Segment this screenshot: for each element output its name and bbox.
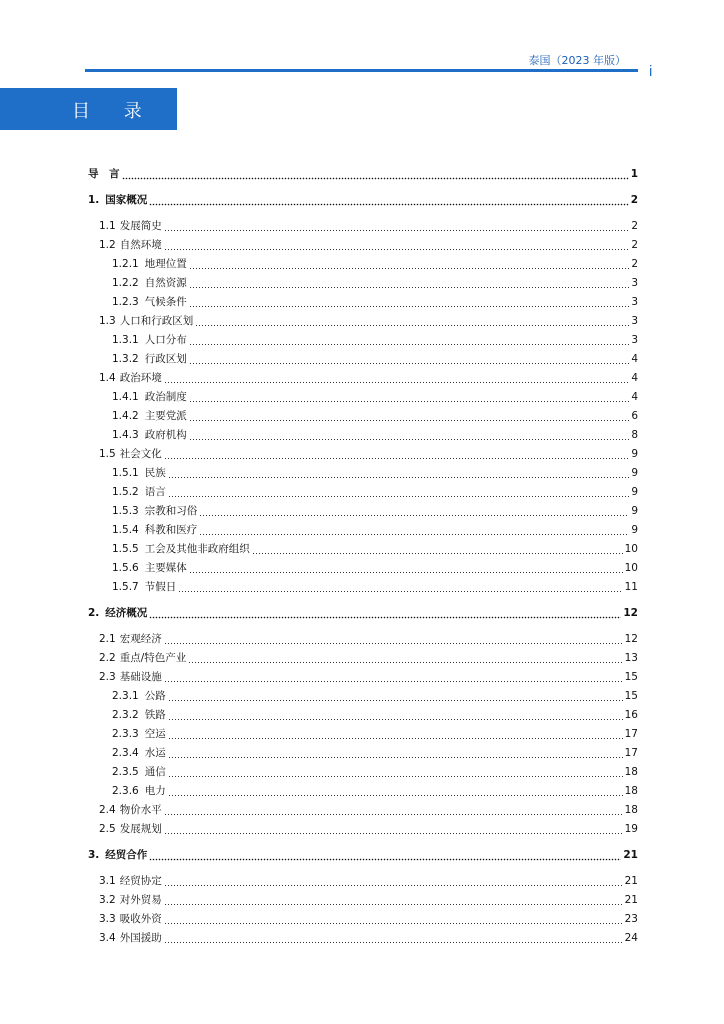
toc-entry-page: 9 [631, 505, 638, 517]
toc-leader-dots [189, 296, 630, 308]
toc-leader-dots [164, 932, 623, 944]
toc-entry[interactable] [99, 368, 638, 384]
toc-entry-number: 2.3.1 [112, 690, 139, 702]
toc-leader-dots [164, 823, 623, 835]
toc-entry-title: 公路 [144, 690, 166, 702]
toc-entry-number: 3.3 [99, 913, 116, 925]
toc-leader-dots [168, 747, 623, 759]
toc-chapter-entry[interactable] [88, 845, 638, 861]
toc-entry[interactable] [99, 890, 638, 906]
toc-entry-number: 1.2.2 [112, 277, 139, 289]
toc-entry-page: 10 [624, 562, 638, 574]
toc-entry[interactable] [112, 463, 638, 479]
toc-entry-number: 2.3 [99, 671, 116, 683]
toc-entry[interactable] [99, 909, 638, 925]
toc-leader-dots [199, 524, 629, 536]
toc-entry[interactable] [112, 330, 638, 346]
toc-entry[interactable] [112, 686, 638, 702]
toc-entry[interactable] [99, 235, 638, 251]
toc-entry[interactable] [112, 558, 638, 574]
toc-entry-page: 9 [631, 486, 638, 498]
toc-leader-dots [164, 875, 623, 887]
toc-leader-dots [195, 315, 629, 327]
toc-entry-page: 12 [624, 633, 638, 645]
toc-entry-number: 2.4 [99, 804, 116, 816]
toc-entry-number: 2.3.2 [112, 709, 139, 721]
toc-entry[interactable] [112, 539, 638, 555]
toc-entry-number: 3.2 [99, 894, 116, 906]
toc-entry[interactable] [112, 425, 638, 441]
toc-entry-page: 2 [630, 194, 638, 206]
toc-entry[interactable] [112, 273, 638, 289]
toc-entry-page: 9 [631, 524, 638, 536]
toc-entry-page: 17 [624, 747, 638, 759]
toc-entry-title: 铁路 [144, 709, 166, 721]
toc-entry-number: 1.5.3 [112, 505, 139, 517]
toc-entry-number: 2.2 [99, 652, 116, 664]
toc-entry-page: 3 [631, 315, 638, 327]
toc-entry-page: 2 [631, 239, 638, 251]
toc-entry-page: 21 [624, 894, 638, 906]
toc-leader-dots [168, 709, 623, 721]
toc-entry-page: 15 [624, 671, 638, 683]
toc-entry-page: 18 [624, 785, 638, 797]
toc-leader-dots [189, 429, 630, 441]
toc-entry-number: 1.5.1 [112, 467, 139, 479]
toc-entry-number: 1.3 [99, 315, 116, 327]
toc-entry-number: 1.4.2 [112, 410, 139, 422]
toc-entry-page: 24 [624, 932, 638, 944]
toc-entry-number: 3.4 [99, 932, 116, 944]
toc-leader-dots [164, 220, 630, 232]
toc-entry-title: 国家概况 [105, 194, 148, 206]
toc-leader-dots [149, 194, 628, 206]
toc-leader-dots [168, 467, 630, 479]
toc-entry-page: 23 [624, 913, 638, 925]
toc-entry-number: 2.3.6 [112, 785, 139, 797]
toc-entry-number: 2.3.4 [112, 747, 139, 759]
toc-entry[interactable] [112, 254, 638, 270]
toc-entry[interactable] [99, 629, 638, 645]
toc-entry-page: 3 [631, 334, 638, 346]
toc-leader-dots [149, 607, 621, 619]
toc-entry-title: 语言 [144, 486, 166, 498]
toc-entry-title: 社会文化 [119, 448, 162, 460]
toc-entry-title: 人口分布 [144, 334, 187, 346]
toc-entry-number: 1.5.7 [112, 581, 139, 593]
toc-entry-page: 3 [631, 277, 638, 289]
toc-entry-page: 21 [623, 849, 638, 861]
toc-leader-dots [188, 652, 622, 664]
toc-leader-dots [164, 633, 623, 645]
toc-entry-page: 18 [624, 766, 638, 778]
toc-entry-title: 通信 [144, 766, 166, 778]
toc-entry-page: 1 [630, 168, 638, 180]
toc-entry[interactable] [99, 819, 638, 835]
toc-entry-title: 行政区划 [144, 353, 187, 365]
toc-entry-number: 导 言 [88, 168, 120, 180]
document-header-title: 泰国（2023 年版） [528, 54, 626, 67]
toc-leader-dots [189, 334, 630, 346]
toc-entry-number: 1. [88, 194, 100, 206]
toc-entry-title: 经贸合作 [105, 849, 148, 861]
toc-entry-page: 4 [631, 372, 638, 384]
toc-entry-number: 1.2 [99, 239, 116, 251]
toc-entry-number: 1.1 [99, 220, 116, 232]
toc-entry[interactable] [112, 520, 638, 536]
toc-entry[interactable] [99, 667, 638, 683]
toc-entry-number: 1.5 [99, 448, 116, 460]
toc-entry[interactable] [99, 216, 638, 232]
toc-entry-page: 10 [624, 543, 638, 555]
toc-leader-dots [164, 804, 623, 816]
toc-entry[interactable] [112, 743, 638, 759]
toc-entry-title: 政治制度 [144, 391, 187, 403]
toc-entry-title: 人口和行政区划 [119, 315, 194, 327]
toc-entry[interactable] [99, 800, 638, 816]
toc-leader-dots [189, 562, 623, 574]
toc-entry[interactable] [112, 577, 638, 593]
toc-entry-number: 1.3.2 [112, 353, 139, 365]
toc-entry[interactable] [112, 482, 638, 498]
toc-leader-dots [189, 258, 630, 270]
toc-entry-title: 政府机构 [144, 429, 187, 441]
toc-entry-page: 4 [631, 391, 638, 403]
toc-entry-page: 3 [631, 296, 638, 308]
toc-entry-number: 1.4 [99, 372, 116, 384]
toc-title: 目 录 [72, 101, 156, 122]
toc-entry-number: 3.1 [99, 875, 116, 887]
toc-entry-number: 1.4.3 [112, 429, 139, 441]
toc-entry-number: 2.3.3 [112, 728, 139, 740]
toc-entry-title: 空运 [144, 728, 166, 740]
toc-entry-number: 2.5 [99, 823, 116, 835]
toc-entry-title: 自然资源 [144, 277, 187, 289]
toc-entry-page: 21 [624, 875, 638, 887]
toc-entry[interactable] [112, 762, 638, 778]
toc-leader-dots [168, 728, 623, 740]
toc-leader-dots [189, 277, 630, 289]
toc-entry-title: 民族 [144, 467, 166, 479]
toc-entry-title: 自然环境 [119, 239, 162, 251]
toc-leader-dots [168, 486, 630, 498]
toc-entry[interactable] [112, 705, 638, 721]
toc-entry-page: 11 [624, 581, 638, 593]
toc-entry-title: 经济概况 [105, 607, 148, 619]
toc-leader-dots [164, 913, 623, 925]
toc-entry-title: 主要媒体 [144, 562, 187, 574]
toc-entry[interactable] [112, 406, 638, 422]
toc-entry[interactable] [99, 311, 638, 327]
toc-entry-title: 工会及其他非政府组织 [144, 543, 250, 555]
toc-entry-page: 2 [631, 258, 638, 270]
toc-entry-page: 16 [624, 709, 638, 721]
toc-entry-title: 政治环境 [119, 372, 162, 384]
toc-leader-dots [189, 391, 630, 403]
toc-entry-page: 8 [631, 429, 638, 441]
toc-leader-dots [168, 785, 623, 797]
toc-entry-title: 基础设施 [119, 671, 162, 683]
toc-entry-title: 电力 [144, 785, 166, 797]
toc-leader-dots [164, 372, 630, 384]
toc-entry[interactable] [112, 501, 638, 517]
toc-entry-number: 3. [88, 849, 100, 861]
toc-entry[interactable] [99, 648, 638, 664]
toc-entry-page: 13 [624, 652, 638, 664]
toc-entry-title: 外国援助 [119, 932, 162, 944]
toc-entry-number: 1.5.2 [112, 486, 139, 498]
toc-chapter-entry[interactable] [88, 164, 638, 180]
toc-entry-title: 宗教和习俗 [144, 505, 198, 517]
toc-leader-dots [164, 448, 630, 460]
toc-entry-title: 气候条件 [144, 296, 187, 308]
toc-entry-page: 2 [631, 220, 638, 232]
toc-leader-dots [252, 543, 623, 555]
toc-entry-page: 18 [624, 804, 638, 816]
toc-entry-title: 对外贸易 [119, 894, 162, 906]
toc-entry-page: 9 [631, 448, 638, 460]
toc-entry-page: 6 [631, 410, 638, 422]
toc-entry[interactable] [99, 871, 638, 887]
toc-entry-number: 1.5.6 [112, 562, 139, 574]
toc-leader-dots [178, 581, 622, 593]
toc-leader-dots [164, 671, 623, 683]
toc-leader-dots [164, 894, 623, 906]
toc-entry-title: 宏观经济 [119, 633, 162, 645]
toc-leader-dots [168, 766, 623, 778]
toc-leader-dots [168, 690, 623, 702]
toc-entry-title: 物价水平 [119, 804, 162, 816]
toc-entry-page: 15 [624, 690, 638, 702]
toc-chapter-entry[interactable] [88, 190, 638, 206]
toc-entry-number: 1.5.5 [112, 543, 139, 555]
toc-entry-number: 1.5.4 [112, 524, 139, 536]
toc-chapter-entry[interactable] [88, 603, 638, 619]
toc-entry-title: 发展规划 [119, 823, 162, 835]
toc-leader-dots [122, 168, 629, 180]
toc-entry-number: 1.2.3 [112, 296, 139, 308]
toc-entry[interactable] [112, 387, 638, 403]
toc-entry-title: 科教和医疗 [144, 524, 198, 536]
toc-entry-title: 重点/特色产业 [119, 652, 187, 664]
toc-entry-page: 12 [623, 607, 638, 619]
toc-leader-dots [164, 239, 630, 251]
toc-entry-number: 1.3.1 [112, 334, 139, 346]
toc-entry[interactable] [112, 724, 638, 740]
toc-entry-title: 吸收外资 [119, 913, 162, 925]
toc-entry-number: 2.1 [99, 633, 116, 645]
toc-leader-dots [189, 353, 630, 365]
toc-entry[interactable] [112, 349, 638, 365]
toc-entry[interactable] [112, 781, 638, 797]
toc-entry-number: 2.3.5 [112, 766, 139, 778]
toc-entry-number: 1.4.1 [112, 391, 139, 403]
toc-entry[interactable] [99, 928, 638, 944]
toc-entry[interactable] [112, 292, 638, 308]
toc-entry-title: 发展简史 [119, 220, 162, 232]
toc-leader-dots [189, 410, 630, 422]
toc-entry-title: 水运 [144, 747, 166, 759]
page-number: i [649, 63, 653, 80]
toc-entry-number: 2. [88, 607, 100, 619]
toc-leader-dots [149, 849, 621, 861]
toc-entry-page: 17 [624, 728, 638, 740]
toc-entry-title: 主要党派 [144, 410, 187, 422]
toc-entry-title: 经贸协定 [119, 875, 162, 887]
toc-entry-page: 4 [631, 353, 638, 365]
toc-entry-title: 地理位置 [144, 258, 187, 270]
toc-entry-page: 9 [631, 467, 638, 479]
toc-entry-page: 19 [624, 823, 638, 835]
toc-leader-dots [199, 505, 629, 517]
toc-entry-title: 节假日 [144, 581, 177, 593]
toc-entry[interactable] [99, 444, 638, 460]
toc-entry-number: 1.2.1 [112, 258, 139, 270]
